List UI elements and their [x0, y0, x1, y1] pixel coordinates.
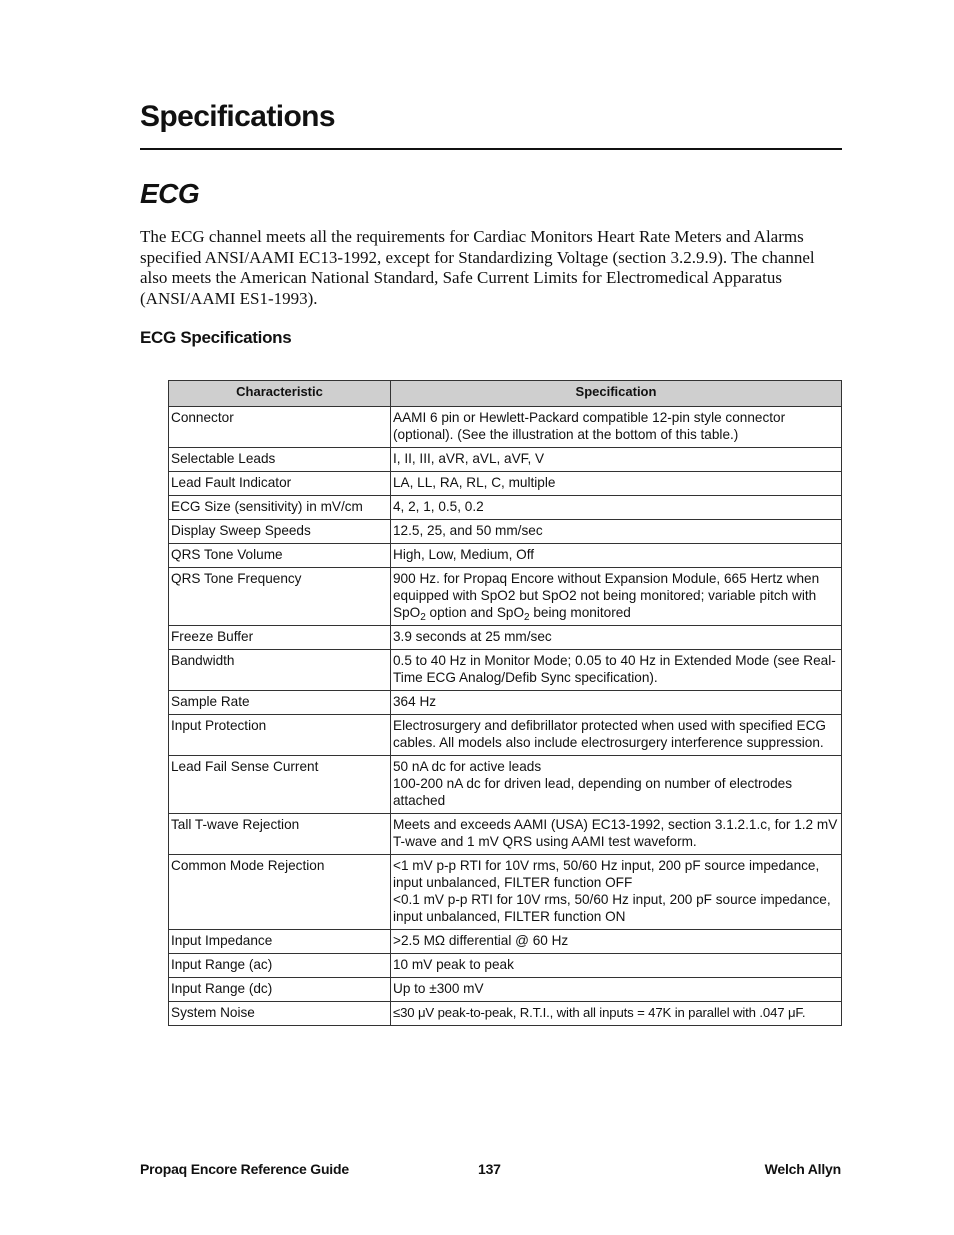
row-label: Lead Fail Sense Current [169, 756, 391, 814]
header-characteristic: Characteristic [169, 381, 391, 407]
table-row [169, 568, 842, 626]
table-row [169, 496, 842, 520]
row-value: I, II, III, aVR, aVL, aVF, V [391, 448, 842, 472]
intro-paragraph: The ECG channel meets all the requirements for Cardiac Monitors Heart Rate Meters and Alarms specified ANSI/AAMI EC13-1992, except for Standardizing Voltage (section 3.2.9.9). The channel also meets the American National Standard, Safe Current Limits for Electromedical Apparatus (ANSI/AAMI ES1-1993). [140, 227, 815, 308]
row-value: ≤30 μV peak-to-peak, R.T.I., with all inputs = 47K in parallel with .047 μF. [391, 1002, 842, 1026]
row-value [391, 855, 842, 930]
row-label: QRS Tone Volume [169, 544, 391, 568]
table-row [169, 930, 842, 954]
table-row [169, 407, 842, 448]
row-value: LA, LL, RA, RL, C, multiple [391, 472, 842, 496]
header-specification: Specification [391, 381, 842, 407]
row-label: Input Impedance [169, 930, 391, 954]
row-label: Sample Rate [169, 691, 391, 715]
section-title: ECG [140, 178, 200, 209]
footer-page-number: 137 [478, 1161, 501, 1177]
table-row [169, 954, 842, 978]
footer-brand: Welch Allyn [764, 1161, 841, 1177]
table-row [169, 855, 842, 930]
row-label: Connector [169, 407, 391, 448]
table-row [169, 756, 842, 814]
row-label: Input Range (dc) [169, 978, 391, 1002]
row-label: Input Range (ac) [169, 954, 391, 978]
row-label: System Noise [169, 1002, 391, 1026]
row-value: 3.9 seconds at 25 mm/sec [391, 626, 842, 650]
row-label: ECG Size (sensitivity) in mV/cm [169, 496, 391, 520]
row-label: Lead Fault Indicator [169, 472, 391, 496]
row-label: Bandwidth [169, 650, 391, 691]
row-value: 12.5, 25, and 50 mm/sec [391, 520, 842, 544]
row-value: 10 mV peak to peak [391, 954, 842, 978]
table-row [169, 715, 842, 756]
value-line: <1 mV p-p RTI for 10V rms, 50/60 Hz input, 200 pF source impedance, input unbalanced, FILTER function OFF [393, 858, 820, 890]
row-value: 0.5 to 40 Hz in Monitor Mode; 0.05 to 40 Hz in Extended Mode (see Real-Time ECG Analog/Defib Sync specification). [391, 650, 842, 691]
row-value: 364 Hz [391, 691, 842, 715]
footer-guide-title: Propaq Encore Reference Guide [140, 1161, 349, 1177]
row-label: Freeze Buffer [169, 626, 391, 650]
row-value: Up to ±300 mV [391, 978, 842, 1002]
table-row [169, 814, 842, 855]
row-label: Common Mode Rejection [169, 855, 391, 930]
row-label: Selectable Leads [169, 448, 391, 472]
row-value [391, 568, 842, 626]
value-text: 900 Hz. for Propaq Encore without Expansion Module, 665 Hertz when equipped with SpO2 but SpO2 not being monitored; variable pitch with SpO [393, 571, 820, 620]
table-header-row [169, 381, 842, 407]
subsection-title: ECG Specifications [140, 328, 292, 347]
subscript: 2 [420, 612, 426, 623]
row-label: Tall T-wave Rejection [169, 814, 391, 855]
row-label: Input Protection [169, 715, 391, 756]
table-row [169, 472, 842, 496]
row-value: Meets and exceeds AAMI (USA) EC13-1992, section 3.1.2.1.c, for 1.2 mV T-wave and 1 mV QRS using AAMI test waveform. [391, 814, 842, 855]
row-label: QRS Tone Frequency [169, 568, 391, 626]
title-rule [140, 148, 842, 150]
table-row [169, 691, 842, 715]
value-line: <0.1 mV p-p RTI for 10V rms, 50/60 Hz input, 200 pF source impedance, input unbalanced, FILTER function ON [393, 892, 831, 924]
subscript: 2 [524, 612, 530, 623]
ecg-specifications-table [168, 380, 842, 1026]
table-row [169, 1002, 842, 1026]
table-row [169, 544, 842, 568]
value-text: option and SpO [425, 605, 525, 620]
table-row [169, 650, 842, 691]
row-value: Electrosurgery and defibrillator protected when used with specified ECG cables. All models also include electrosurgery interference suppression. [391, 715, 842, 756]
row-value [391, 756, 842, 814]
table-row [169, 978, 842, 1002]
table-row [169, 520, 842, 544]
row-value: 4, 2, 1, 0.5, 0.2 [391, 496, 842, 520]
row-value: >2.5 MΩ differential @ 60 Hz [391, 930, 842, 954]
page-title: Specifications [140, 100, 335, 133]
row-label: Display Sweep Speeds [169, 520, 391, 544]
table-row [169, 626, 842, 650]
value-line: 100-200 nA dc for driven lead, depending on number of electrodes attached [393, 776, 793, 808]
row-value: AAMI 6 pin or Hewlett-Packard compatible 12-pin style connector (optional). (See the illustration at the bottom of this table.) [391, 407, 842, 448]
value-text: being monitored [529, 605, 631, 620]
row-value: High, Low, Medium, Off [391, 544, 842, 568]
value-line: 50 nA dc for active leads [393, 759, 542, 774]
table-row [169, 448, 842, 472]
